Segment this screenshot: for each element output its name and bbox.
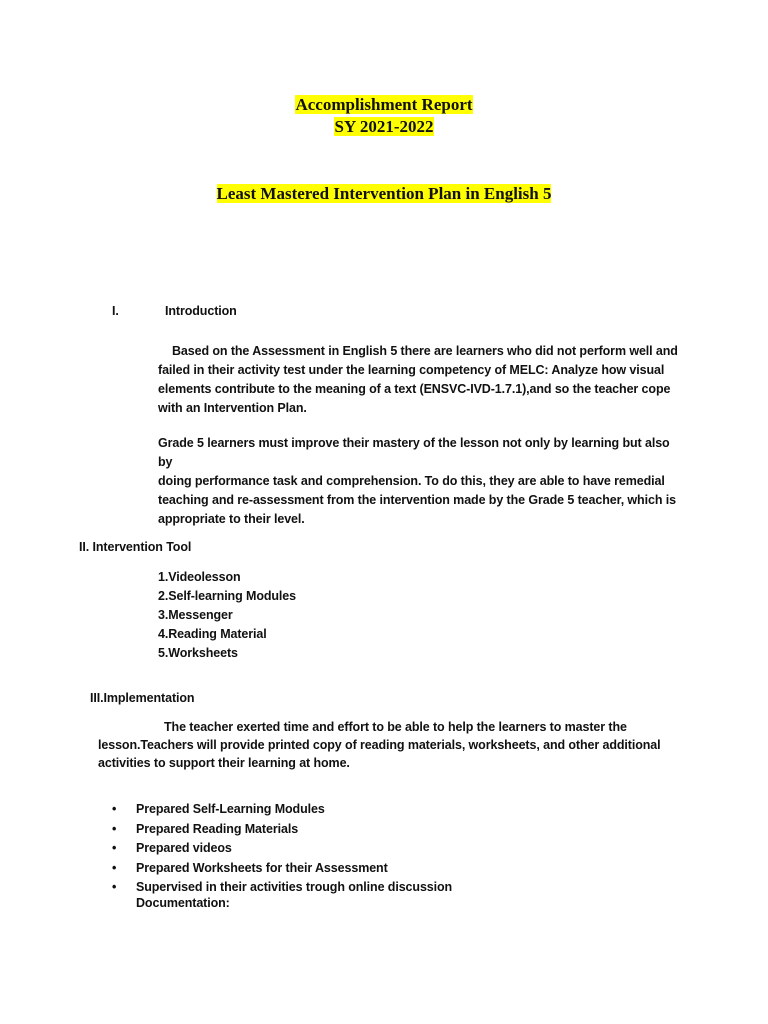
list-item: 3.Messenger (158, 608, 233, 622)
list-item (112, 839, 452, 859)
report-title-line (0, 94, 768, 116)
list-item (112, 859, 452, 879)
report-title: Accomplishment Report (295, 95, 473, 114)
intervention-tool-list (158, 568, 296, 663)
section-3-heading: III.Implementation (90, 691, 195, 705)
bullet-text: Prepared Self-Learning Modules (136, 802, 325, 816)
bullet-text: Prepared Worksheets for their Assessment (136, 860, 388, 875)
implementation-line: The teacher exerted time and effort to be able to help the learners to master the (164, 720, 627, 734)
school-year: SY 2021-2022 (334, 117, 434, 136)
intro-p1-line: Based on the Assessment in English 5 there are learners who did not perform well and (172, 344, 678, 358)
school-year-line (0, 116, 768, 138)
intro-p2-line: Grade 5 learners must improve their mastery of the lesson not only by learning but also by (158, 436, 670, 469)
bullet-icon: • (112, 821, 117, 836)
intro-paragraph-1 (158, 342, 678, 418)
bullet-icon: • (112, 880, 117, 894)
intro-p1-line: with an Intervention Plan. (158, 401, 307, 415)
list-item (112, 800, 452, 820)
section-1-number: I. (112, 304, 119, 318)
bullet-icon: • (112, 841, 117, 855)
intro-p1-line: failed in their activity test under the learning competency of MELC: Analyze how visual (158, 363, 665, 377)
title-block (0, 94, 768, 138)
intro-paragraph-2 (158, 434, 678, 529)
intro-p1-line: elements contribute to the meaning of a text (ENSVC-IVD-1.7.1),and so the teacher cope (158, 382, 671, 396)
list-item: 2.Self-learning Modules (158, 589, 297, 603)
intro-p2-line: appropriate to their level. (158, 512, 305, 526)
implementation-line: activities to support their learning at home. (98, 756, 350, 770)
section-1-heading: Introduction (165, 304, 237, 318)
implementation-paragraph (98, 718, 668, 772)
implementation-line: lesson.Teachers will provide printed copy of reading materials, worksheets, and other additional (98, 738, 661, 752)
list-item: 5.Worksheets (158, 646, 238, 660)
implementation-bullet-list (112, 800, 452, 898)
bullet-text: Prepared videos (136, 841, 232, 855)
bullet-text: Supervised in their activities trough online discussion (136, 880, 453, 894)
bullet-icon: • (112, 802, 117, 816)
documentation-label: Documentation: (136, 896, 230, 910)
list-item (112, 878, 452, 898)
list-item: 4.Reading Material (158, 627, 267, 641)
intro-p2-line: doing performance task and comprehension. To do this, they are able to have remedial (158, 474, 665, 488)
list-item: 1.Videolesson (158, 570, 241, 584)
bullet-icon: • (112, 860, 117, 875)
list-item (112, 820, 452, 840)
plan-title-line (0, 184, 768, 204)
plan-title: Least Mastered Intervention Plan in English 5 (216, 184, 552, 203)
bullet-text: Prepared Reading Materials (136, 821, 299, 836)
section-2-heading: II. Intervention Tool (79, 540, 192, 554)
intro-p2-line: teaching and re-assessment from the intervention made by the Grade 5 teacher, which is (158, 493, 676, 507)
